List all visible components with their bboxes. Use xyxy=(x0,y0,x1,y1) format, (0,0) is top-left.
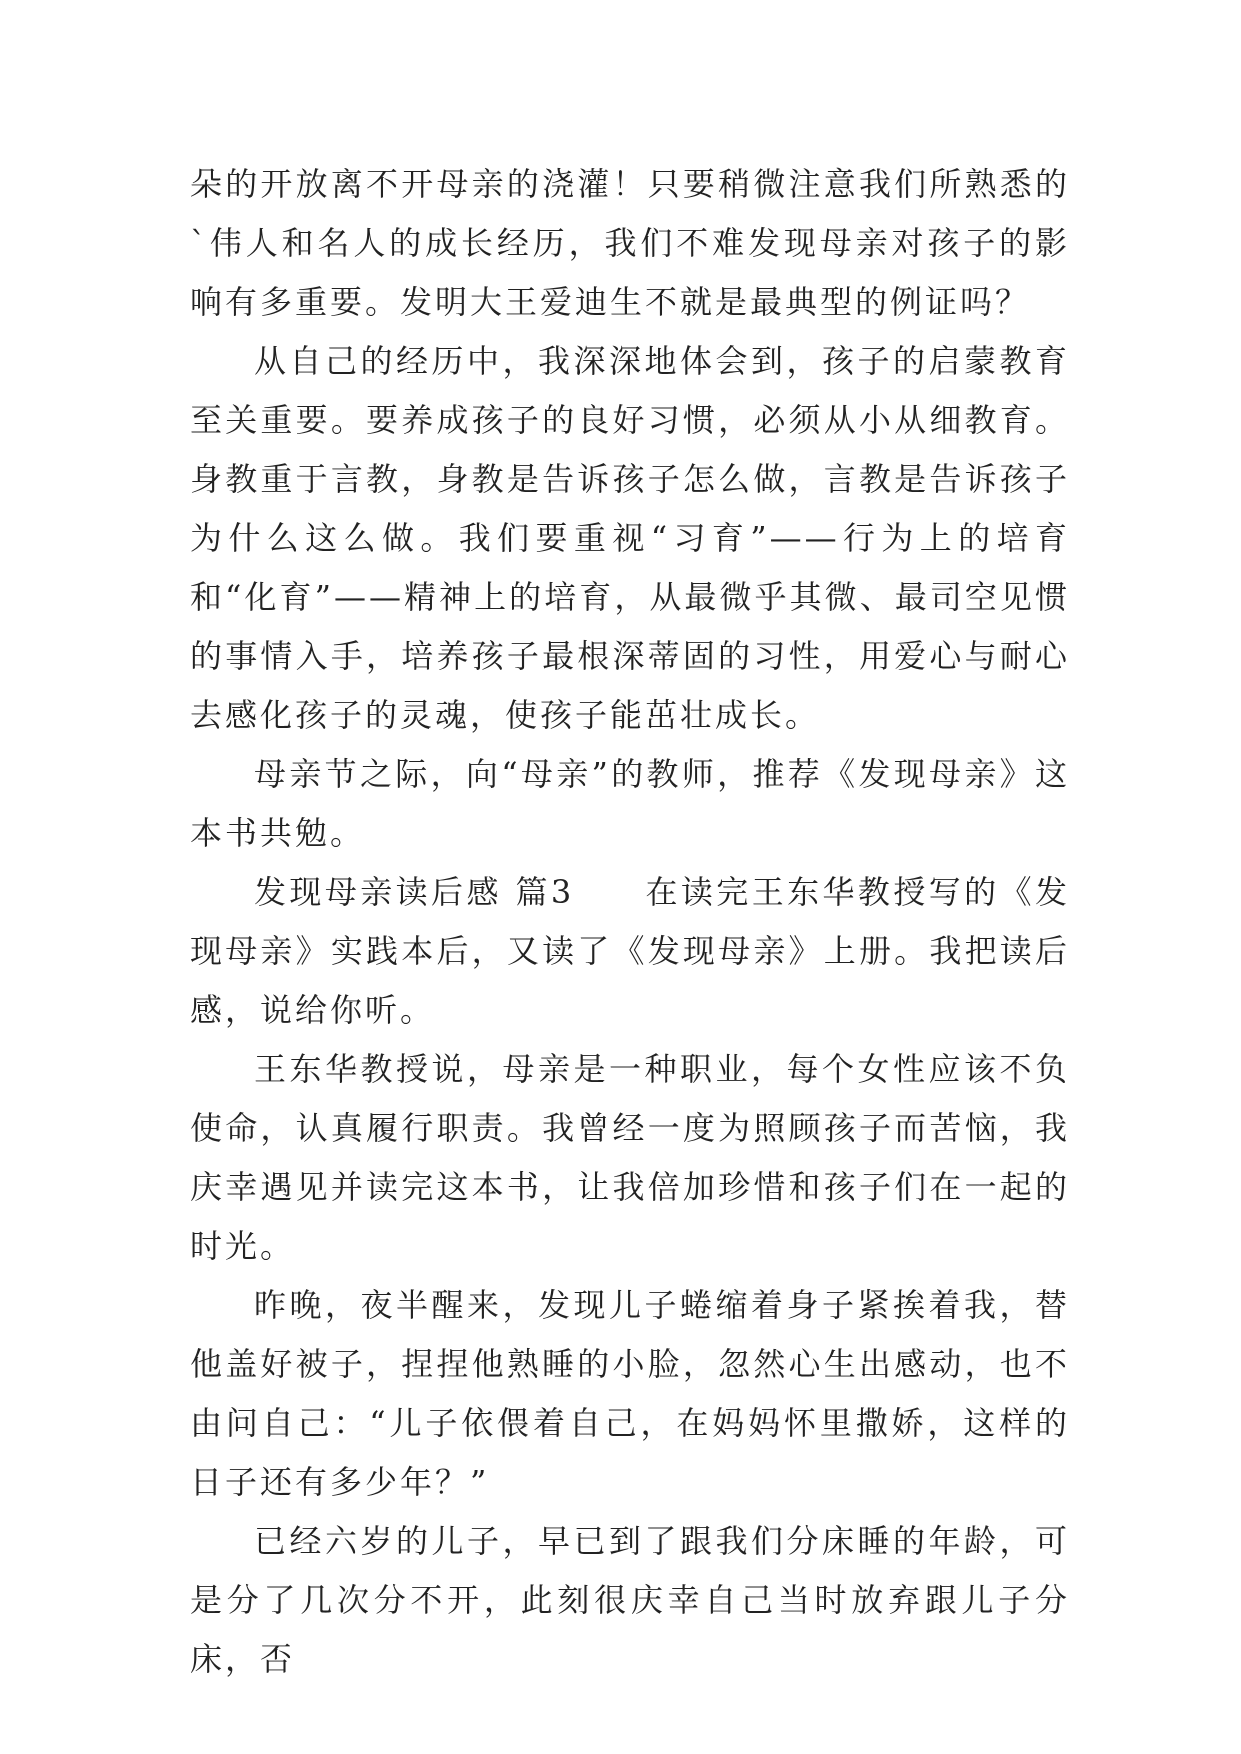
paragraph-1: 朵的开放离不开母亲的浇灌！只要稍微注意我们所熟悉的`伟人和名人的成长经历，我们不难发现母亲对孩子的影响有多重要。发明大王爱迪生不就是最典型的例证吗？ xyxy=(190,165,1070,321)
paragraph-3: 母亲节之际，向“母亲”的教师，推荐《发现母亲》这本书共勉。 xyxy=(190,755,1070,852)
paragraph-5: 王东华教授说，母亲是一种职业，每个女性应该不负使命，认真履行职责。我曾经一度为照顾孩子而苦恼，我庆幸遇见并读完这本书，让我倍加珍惜和孩子们在一起的时光。 xyxy=(190,1050,1070,1265)
paragraph-4: 发现母亲读后感 篇3 在读完王东华教授写的《发现母亲》实践本后，又读了《发现母亲》上册。我把读后感，说给你听。 xyxy=(190,873,1070,1029)
document-body xyxy=(190,155,1070,1689)
paragraph-7: 已经六岁的儿子，早已到了跟我们分床睡的年龄，可是分了几次分不开，此刻很庆幸自己当时放弃跟儿子分床，否 xyxy=(190,1522,1070,1678)
paragraph-2: 从自己的经历中，我深深地体会到，孩子的启蒙教育至关重要。要养成孩子的良好习惯，必须从小从细教育。身教重于言教，身教是告诉孩子怎么做，言教是告诉孩子为什么这么做。我们要重视“习育”——行为上的培育和“化育”——精神上的培育，从最微乎其微、最司空见惯的事情入手，培养孩子最根深蒂固的习性，用爱心与耐心去感化孩子的灵魂，使孩子能茁壮成长。 xyxy=(190,342,1070,734)
paragraph-6: 昨晚，夜半醒来，发现儿子蜷缩着身子紧挨着我，替他盖好被子，捏捏他熟睡的小脸，忽然心生出感动，也不由问自己：“儿子依偎着自己，在妈妈怀里撒娇，这样的日子还有多少年？” xyxy=(190,1286,1070,1501)
